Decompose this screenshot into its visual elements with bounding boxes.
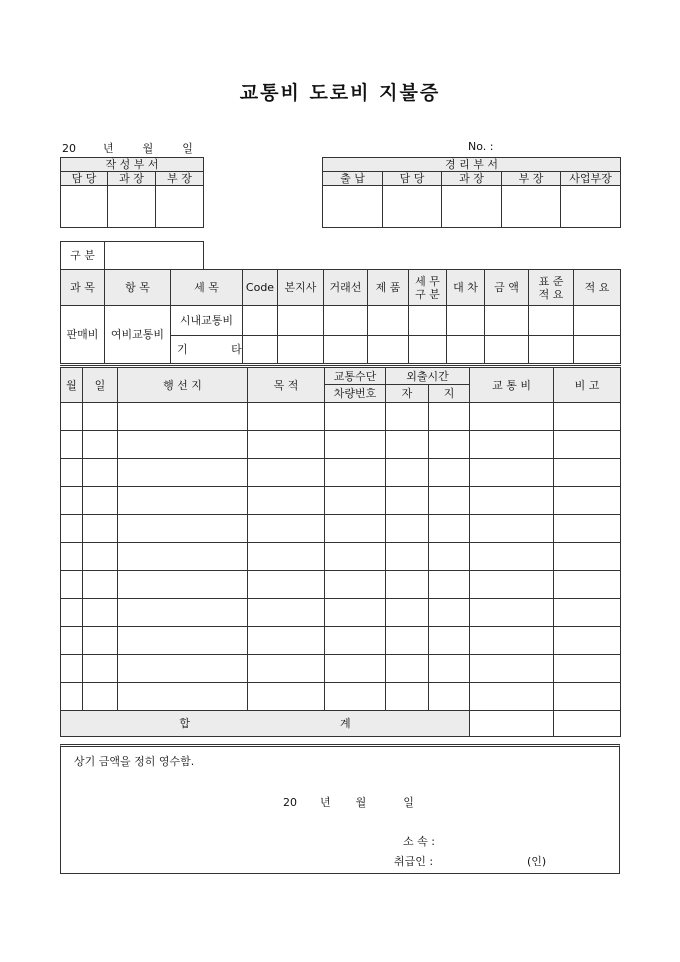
col-branch: 본지사: [278, 270, 324, 306]
account-cell[interactable]: [574, 336, 621, 364]
trip-cell[interactable]: [325, 403, 386, 431]
trip-cell[interactable]: [83, 627, 118, 655]
trip-cell[interactable]: [429, 487, 470, 515]
receipt-date-month-unit: 월: [355, 796, 367, 809]
total-label: [61, 711, 470, 737]
col-code: Code: [243, 270, 278, 306]
trip-cell[interactable]: [386, 543, 429, 571]
trip-cell[interactable]: [248, 627, 325, 655]
trip-cell[interactable]: [325, 627, 386, 655]
classification-box: [60, 241, 204, 270]
trip-cell[interactable]: [61, 571, 83, 599]
writer-dept-header: 작 성 부 서: [61, 158, 204, 172]
col-outing-time: 외출시간: [386, 367, 470, 385]
trip-cell[interactable]: [429, 599, 470, 627]
trip-row: [61, 655, 621, 683]
trip-cell[interactable]: [386, 459, 429, 487]
total-label-left: 합: [179, 717, 190, 730]
trip-cell[interactable]: [325, 487, 386, 515]
account-cell[interactable]: [368, 306, 409, 336]
acct-role-dept-head: 부 장: [502, 172, 561, 186]
document-date: [62, 140, 193, 156]
writer-sign-cell[interactable]: [156, 186, 204, 228]
trip-cell[interactable]: [386, 655, 429, 683]
trip-cell[interactable]: [554, 459, 621, 487]
trip-cell[interactable]: [118, 655, 248, 683]
trip-cell[interactable]: [248, 543, 325, 571]
col-subject: 과 목: [61, 270, 105, 306]
trip-cell[interactable]: [429, 543, 470, 571]
trip-cell[interactable]: [554, 599, 621, 627]
total-fare-cell[interactable]: [470, 711, 554, 737]
trip-cell[interactable]: [470, 487, 554, 515]
trip-cell[interactable]: [554, 571, 621, 599]
col-tax-class: [409, 270, 447, 306]
trip-cell[interactable]: [470, 571, 554, 599]
trip-cell[interactable]: [470, 627, 554, 655]
col-fare: 교 통 비: [470, 367, 554, 403]
trip-cell[interactable]: [470, 655, 554, 683]
trip-cell[interactable]: [61, 487, 83, 515]
account-table: [60, 269, 621, 364]
account-cell[interactable]: [278, 306, 324, 336]
document-title: 교통비 도로비 지불증: [239, 82, 441, 104]
col-tax-class-top: 세 무: [415, 274, 440, 288]
receipt-statement: 상기 금액을 정히 영수함.: [74, 755, 195, 768]
trip-cell[interactable]: [118, 403, 248, 431]
col-client: 거래선: [324, 270, 368, 306]
trip-cell[interactable]: [386, 431, 429, 459]
trip-cell[interactable]: [470, 515, 554, 543]
writer-role-dept-head: 부 장: [156, 172, 204, 186]
trip-cell[interactable]: [470, 403, 554, 431]
trip-cell[interactable]: [554, 655, 621, 683]
col-transport: 교통수단: [325, 367, 386, 385]
trip-cell[interactable]: [554, 431, 621, 459]
trip-cell[interactable]: [429, 683, 470, 711]
trip-cell[interactable]: [61, 515, 83, 543]
trip-table: [60, 365, 621, 737]
trip-cell[interactable]: [61, 683, 83, 711]
trip-cell[interactable]: [386, 683, 429, 711]
trip-row: [61, 543, 621, 571]
acct-sign-cell[interactable]: [502, 186, 561, 228]
trip-cell[interactable]: [325, 459, 386, 487]
trip-cell[interactable]: [386, 487, 429, 515]
trip-cell[interactable]: [325, 683, 386, 711]
trip-cell[interactable]: [470, 599, 554, 627]
trip-cell[interactable]: [554, 543, 621, 571]
affiliation-label: 소 속 :: [403, 835, 435, 848]
trip-row: [61, 459, 621, 487]
trip-cell[interactable]: [118, 487, 248, 515]
col-day: 일: [83, 367, 118, 403]
trip-row: [61, 515, 621, 543]
col-remarks: 적 요: [574, 270, 621, 306]
receipt-date-year-unit: 년: [320, 796, 331, 809]
account-cell[interactable]: [324, 336, 368, 364]
trip-cell[interactable]: [325, 515, 386, 543]
classification-value[interactable]: [105, 242, 204, 270]
account-cell[interactable]: [324, 306, 368, 336]
trip-cell[interactable]: [118, 571, 248, 599]
col-time-to: 지: [429, 385, 470, 403]
trip-cell[interactable]: [429, 627, 470, 655]
trip-cell[interactable]: [248, 459, 325, 487]
trip-row: [61, 403, 621, 431]
account-cell[interactable]: [409, 336, 447, 364]
account-cell[interactable]: [574, 306, 621, 336]
trip-cell[interactable]: [248, 487, 325, 515]
trip-cell[interactable]: [118, 431, 248, 459]
acct-sign-cell[interactable]: [442, 186, 502, 228]
col-time-from: 자: [386, 385, 429, 403]
account-cell[interactable]: [447, 306, 485, 336]
col-amount: 금 액: [485, 270, 529, 306]
account-cell[interactable]: [409, 306, 447, 336]
col-debit-credit: 대 차: [447, 270, 485, 306]
trip-cell[interactable]: [248, 599, 325, 627]
account-cell[interactable]: [368, 336, 409, 364]
document-number: No. :: [468, 140, 494, 153]
receipt-date-day-unit: 일: [403, 796, 414, 809]
trip-cell[interactable]: [248, 571, 325, 599]
classification-label: 구 분: [61, 242, 105, 270]
trip-cell[interactable]: [325, 431, 386, 459]
seal-mark: (인): [527, 855, 547, 868]
trip-cell[interactable]: [470, 683, 554, 711]
trip-row: [61, 431, 621, 459]
trip-cell[interactable]: [118, 683, 248, 711]
trip-cell[interactable]: [83, 431, 118, 459]
writer-sign-cell[interactable]: [108, 186, 156, 228]
accounting-approval-box: [322, 157, 621, 228]
receipt-date-year: 20: [283, 796, 297, 809]
trip-cell[interactable]: [429, 571, 470, 599]
trip-cell[interactable]: [386, 403, 429, 431]
trip-cell[interactable]: [61, 459, 83, 487]
trip-cell[interactable]: [83, 487, 118, 515]
trip-cell[interactable]: [429, 459, 470, 487]
trip-row: [61, 571, 621, 599]
writer-role-section-chief: 과 장: [108, 172, 156, 186]
trip-cell[interactable]: [61, 599, 83, 627]
trip-cell[interactable]: [83, 655, 118, 683]
trip-cell[interactable]: [554, 515, 621, 543]
trip-cell[interactable]: [118, 515, 248, 543]
trip-row: [61, 487, 621, 515]
trip-cell[interactable]: [248, 403, 325, 431]
acct-role-cashier: 출 납: [323, 172, 383, 186]
trip-cell[interactable]: [248, 655, 325, 683]
date-day-unit: 일: [182, 142, 193, 155]
trip-cell[interactable]: [325, 599, 386, 627]
total-row: [61, 711, 621, 737]
trip-cell[interactable]: [325, 543, 386, 571]
date-year-unit: 년: [103, 142, 114, 155]
trip-cell[interactable]: [429, 403, 470, 431]
account-cell[interactable]: [485, 336, 529, 364]
trip-cell[interactable]: [118, 599, 248, 627]
trip-cell[interactable]: [429, 431, 470, 459]
acct-role-manager: 담 당: [383, 172, 442, 186]
trip-cell[interactable]: [83, 459, 118, 487]
col-detail: 세 목: [171, 270, 243, 306]
trip-cell[interactable]: [248, 683, 325, 711]
col-month: 월: [61, 367, 83, 403]
accounting-dept-header: 경 리 부 서: [323, 158, 621, 172]
col-purpose: 목 적: [248, 367, 325, 403]
trip-cell[interactable]: [83, 403, 118, 431]
trip-cell[interactable]: [470, 459, 554, 487]
detail-value: 기 타: [171, 336, 243, 364]
col-destination: 행 선 지: [118, 367, 248, 403]
account-cell[interactable]: [243, 306, 278, 336]
trip-cell[interactable]: [386, 571, 429, 599]
trip-cell[interactable]: [118, 459, 248, 487]
subject-value: 판매비: [61, 306, 105, 364]
trip-cell[interactable]: [61, 431, 83, 459]
account-cell[interactable]: [529, 306, 574, 336]
trip-cell[interactable]: [470, 431, 554, 459]
col-vehicle-number: 차량번호: [325, 385, 386, 403]
trip-cell[interactable]: [248, 431, 325, 459]
account-cell[interactable]: [243, 336, 278, 364]
trip-cell[interactable]: [386, 627, 429, 655]
trip-cell[interactable]: [83, 571, 118, 599]
col-standard-summary-top: 표 준: [538, 274, 564, 288]
writer-role-manager: 담 당: [61, 172, 108, 186]
trip-cell[interactable]: [83, 543, 118, 571]
col-item: 항 목: [105, 270, 171, 306]
item-value: 여비교통비: [105, 306, 171, 364]
acct-role-section-chief: 과 장: [442, 172, 502, 186]
trip-row: [61, 599, 621, 627]
col-standard-summary-bottom: 적 요: [538, 287, 564, 301]
handler-label: 취급인 :: [394, 855, 434, 868]
acct-sign-cell[interactable]: [383, 186, 442, 228]
trip-cell[interactable]: [118, 543, 248, 571]
trip-cell[interactable]: [83, 515, 118, 543]
trip-row: [61, 683, 621, 711]
trip-cell[interactable]: [118, 627, 248, 655]
trip-cell[interactable]: [386, 599, 429, 627]
writer-sign-cell[interactable]: [61, 186, 108, 228]
account-cell[interactable]: [485, 306, 529, 336]
col-tax-class-bottom: 구 분: [415, 287, 440, 301]
trip-cell[interactable]: [61, 403, 83, 431]
trip-cell[interactable]: [61, 655, 83, 683]
trip-cell[interactable]: [61, 543, 83, 571]
total-label-right: 계: [340, 717, 351, 730]
acct-sign-cell[interactable]: [323, 186, 383, 228]
trip-cell[interactable]: [61, 627, 83, 655]
receipt-date: [283, 794, 414, 810]
detail-value: 시내교통비: [171, 306, 243, 336]
trip-cell[interactable]: [83, 599, 118, 627]
acct-role-division-head: 사업부장: [561, 172, 621, 186]
col-note: 비 고: [554, 367, 621, 403]
trip-cell[interactable]: [429, 515, 470, 543]
date-month-unit: 월: [142, 142, 154, 155]
col-product: 제 품: [368, 270, 409, 306]
trip-cell[interactable]: [325, 655, 386, 683]
trip-cell[interactable]: [470, 543, 554, 571]
total-note-cell[interactable]: [554, 711, 621, 737]
trip-cell[interactable]: [554, 403, 621, 431]
account-cell[interactable]: [278, 336, 324, 364]
account-cell[interactable]: [447, 336, 485, 364]
trip-cell[interactable]: [429, 655, 470, 683]
writer-approval-box: [60, 157, 204, 228]
trip-cell[interactable]: [554, 627, 621, 655]
acct-sign-cell[interactable]: [561, 186, 621, 228]
date-year: 20: [62, 142, 76, 155]
trip-cell[interactable]: [248, 515, 325, 543]
trip-cell[interactable]: [554, 487, 621, 515]
col-standard-summary: [529, 270, 574, 306]
trip-cell[interactable]: [554, 683, 621, 711]
trip-cell[interactable]: [83, 683, 118, 711]
account-cell[interactable]: [529, 336, 574, 364]
trip-cell[interactable]: [386, 515, 429, 543]
trip-cell[interactable]: [325, 571, 386, 599]
trip-row: [61, 627, 621, 655]
